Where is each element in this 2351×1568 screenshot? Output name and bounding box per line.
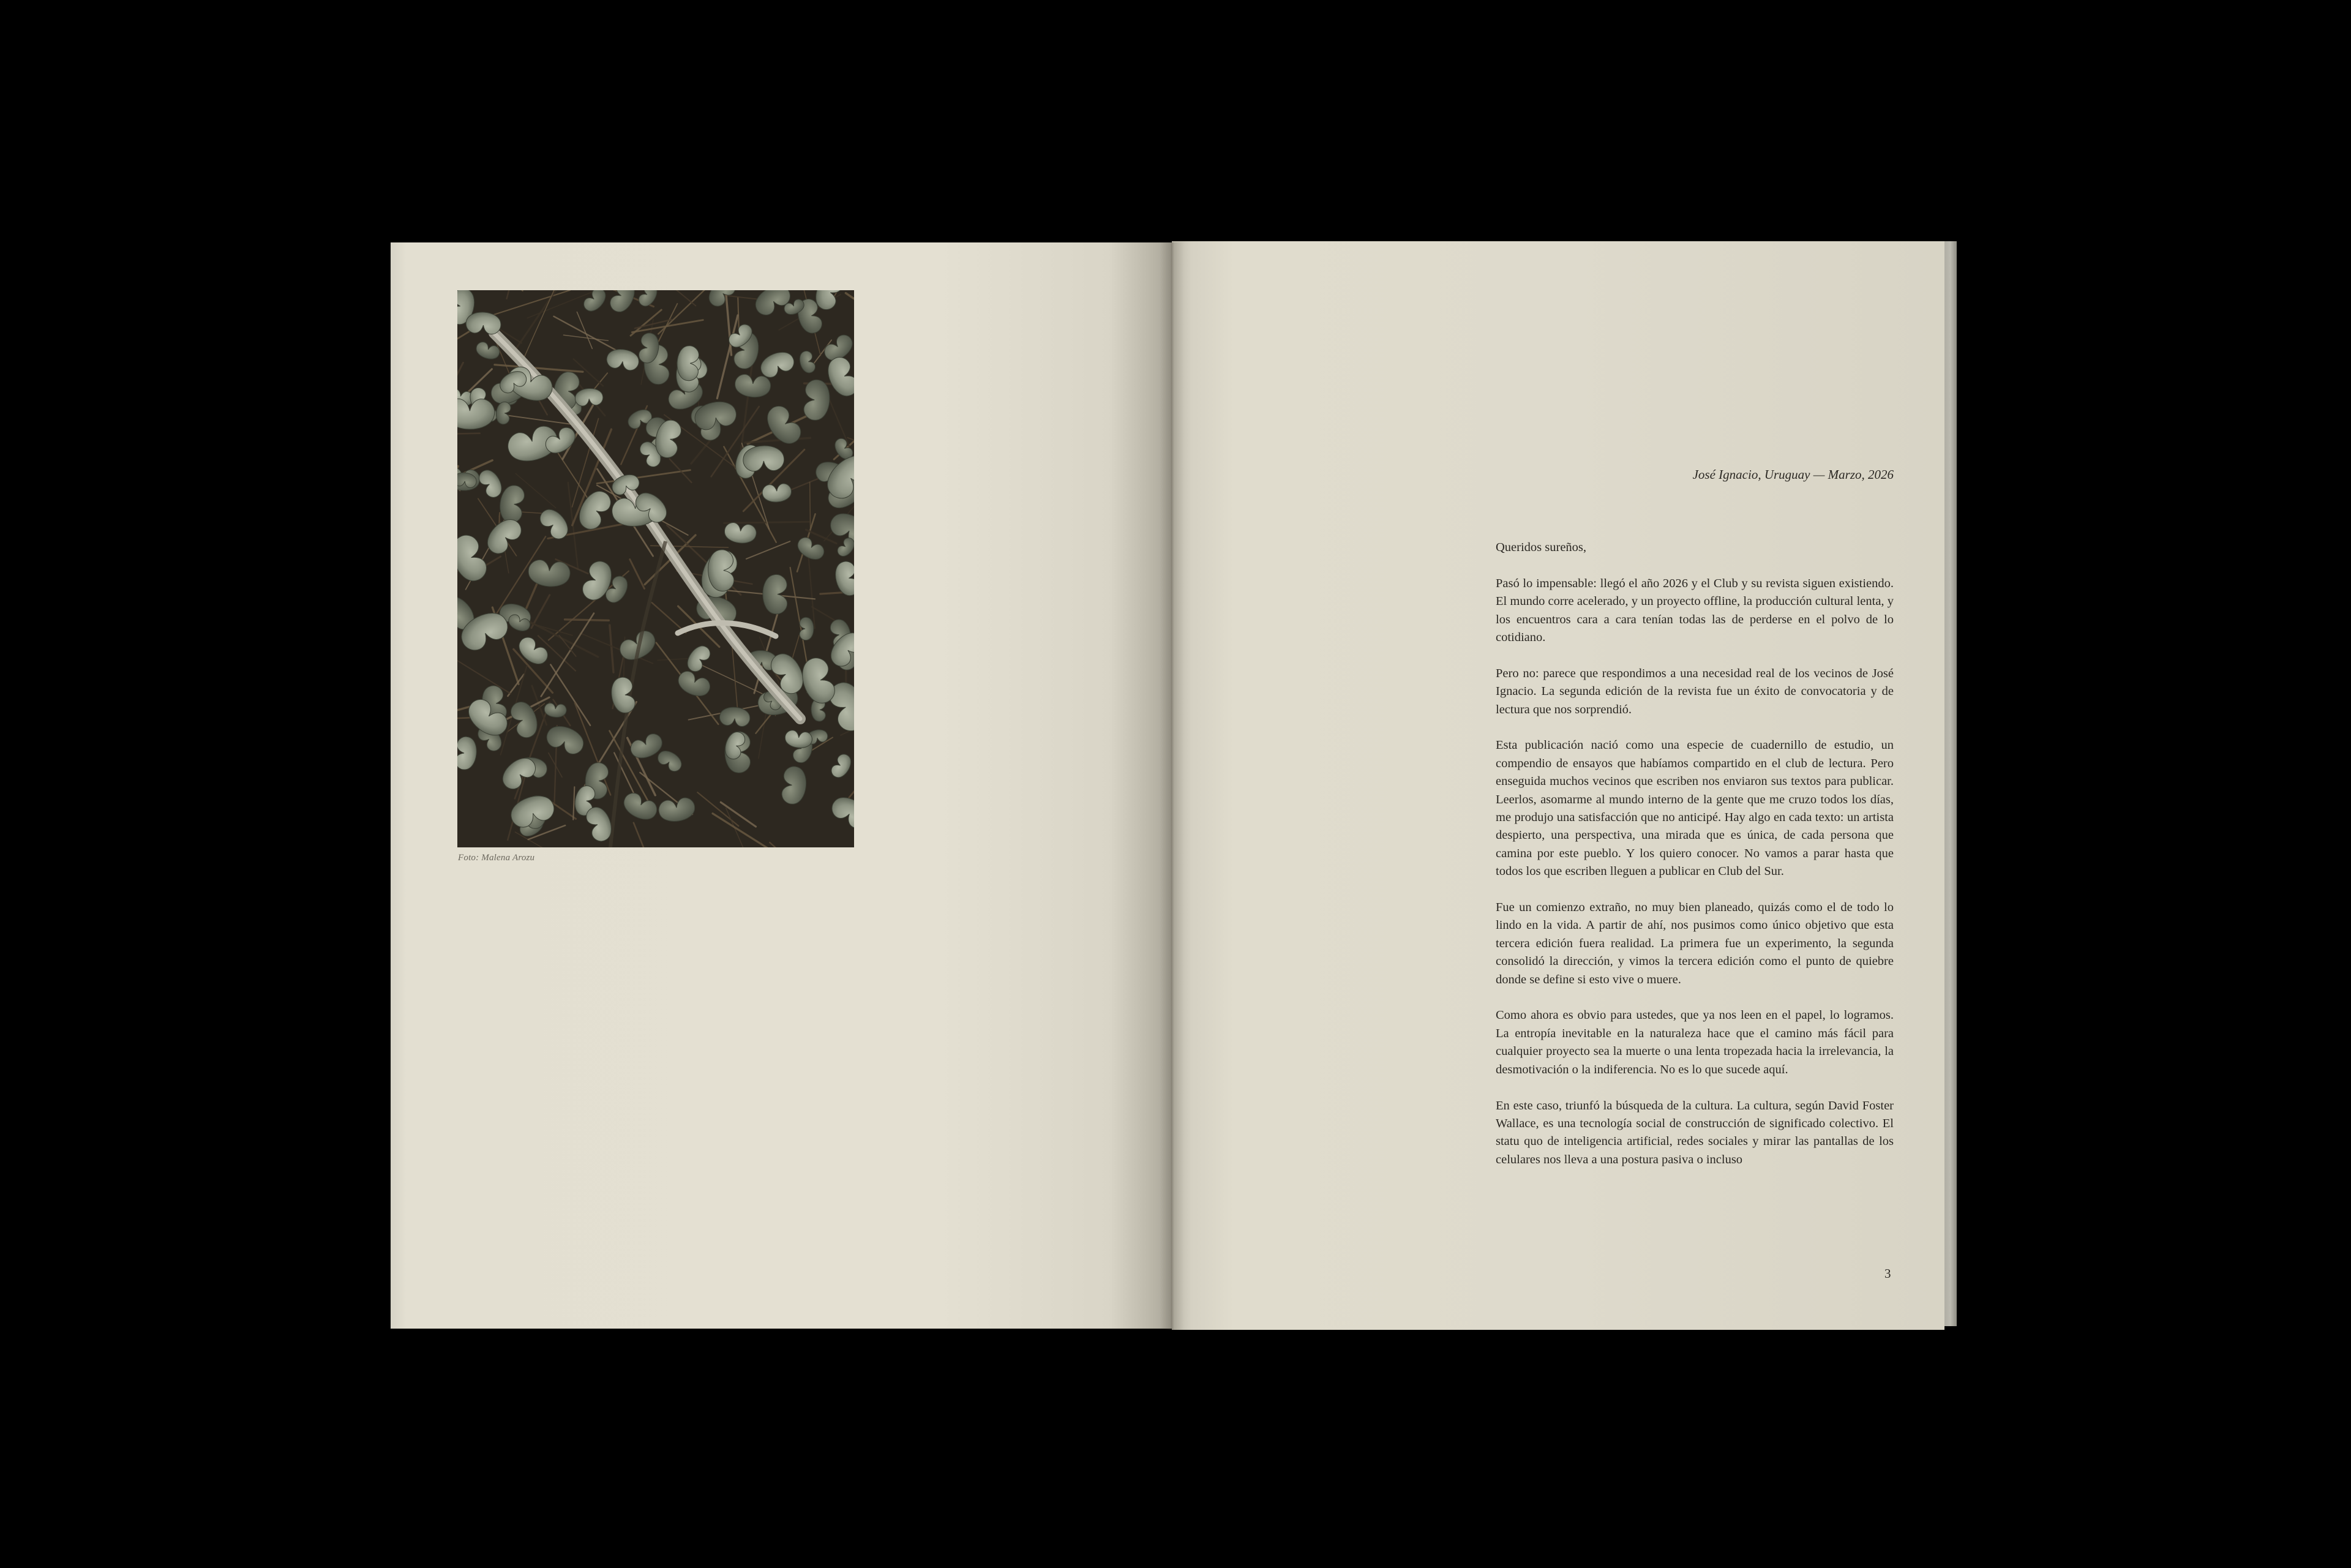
photo-caption: Foto: Malena Arozu	[458, 853, 535, 863]
page-number: 3	[1884, 1266, 1891, 1281]
editorial-letter	[1496, 539, 1894, 1187]
letter-paragraph: Esta publicación nació como una especie de cuadernillo de estudio, un compendio de ensayos que habíamos compartido en el club de lectura. Pero enseguida muchos vecinos que escriben nos enviaron sus textos para publicar. Leerlos, asomarme al mundo interno de la gente que me cruzo todos los días, me produjo una satisfacción que no anticipé. Hay algo en cada texto: un artista despierto, una perspectiva, una mirada que es única, de cada persona que camina por este pueblo. Y los quiero conocer. No vamos a parar hasta que todos los que escriben lleguen a publicar en Club del Sur.	[1496, 738, 1894, 879]
leaves-photo	[457, 290, 854, 847]
leaves-photo-illustration	[457, 290, 854, 847]
letter-paragraph: Como ahora es obvio para ustedes, que ya nos leen en el papel, lo logramos. La entropía inevitable en la naturaleza hace que el camino más fácil para cualquier proyecto sea la muerte o una lenta tropezada hacia la irrelevancia, la desmotivación o la indiferencia. No es lo que sucede aquí.	[1496, 1008, 1894, 1076]
letter-paragraph: Pasó lo impensable: llegó el año 2026 y el Club y su revista siguen existiendo. El mundo corre acelerado, y un proyecto offline, la producción cultural lenta, y los encuentros cara a cara tenían todas las de perderse en el polvo de lo cotidiano.	[1496, 576, 1894, 645]
dateline: José Ignacio, Uruguay — Marzo, 2026	[1692, 467, 1894, 482]
salutation: Queridos sureños,	[1496, 541, 1587, 554]
letter-paragraph: Fue un comienzo extraño, no muy bien planeado, quizás como el de todo lo lindo en la vida. A partir de ahí, nos pusimos como único objetivo que esta tercera edición fuera realidad. La primera fue un experimento, la segunda consolidó la dirección, y vimos la tercera edición como el punto de quiebre donde se define si esto vive o muere.	[1496, 901, 1894, 986]
letter-paragraph: Pero no: parece que respondimos a una necesidad real de los vecinos de José Ignacio. La segunda edición de la revista fue un éxito de convocatoria y de lectura que nos sorprendió.	[1496, 666, 1894, 716]
letter-paragraph: En este caso, triunfó la búsqueda de la cultura. La cultura, según David Foster Wallace, es una tecnología social de construcción de significado colectivo. El statu quo de inteligencia artificial, redes sociales y mirar las pantallas de los celulares nos lleva a una postura pasiva o incluso	[1496, 1098, 1894, 1166]
spine-gutter	[1160, 242, 1184, 1330]
